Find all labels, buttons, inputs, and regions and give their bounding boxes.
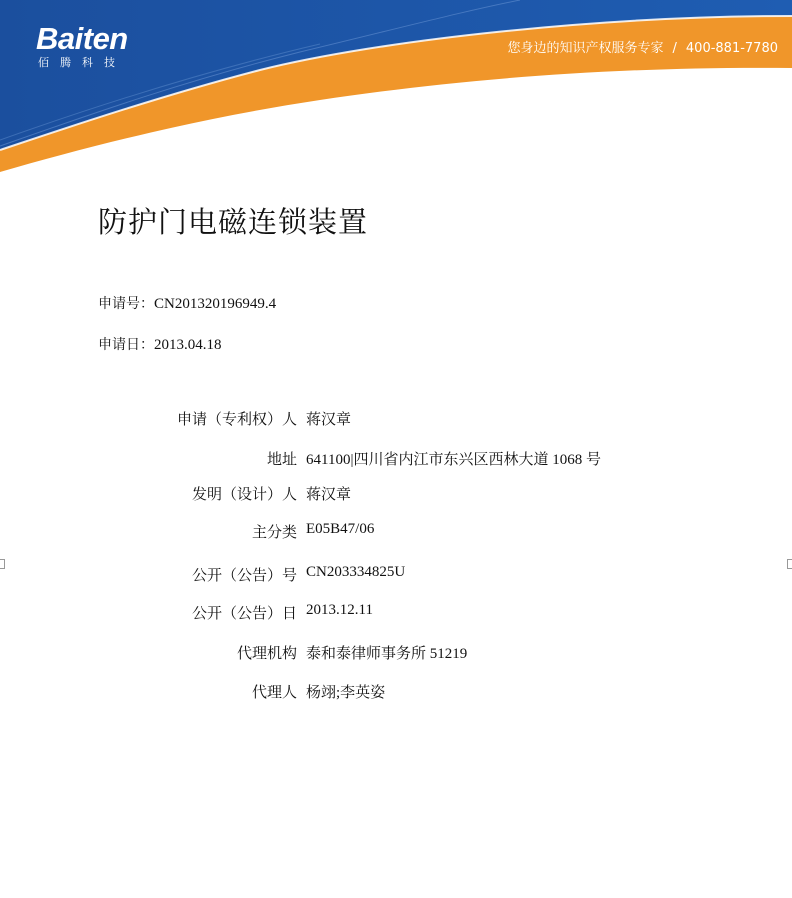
field-value: 蒋汉章 [306,487,352,503]
page-edge-mark-left [0,559,5,569]
field-label: 公开（公告）日 [191,604,297,622]
field-agent [0,681,792,703]
application-number-label: 申请号： [98,296,154,312]
field-label: 地址 [266,450,297,468]
application-date-value: 2013.04.18 [154,337,222,353]
field-value: 641100|四川省内江市东兴区西林大道 1068 号 [306,452,601,468]
field-address [0,448,792,470]
field-agency [0,642,792,664]
field-applicant [0,408,792,430]
field-label: 代理机构 [236,644,297,662]
field-value: E05B47/06 [306,521,375,537]
application-date-label: 申请日： [98,337,154,353]
field-value: 杨翊;李英姿 [306,685,386,701]
field-value: 泰和泰律师事务所 51219 [306,646,468,662]
field-value: 蒋汉章 [306,412,352,428]
logo-chinese-name: 佰腾科技 [38,56,126,69]
field-main-class [0,521,792,543]
application-date [98,334,222,354]
tagline-text: 您身边的知识产权服务专家 [507,41,664,56]
field-label: 主分类 [251,523,297,541]
baiten-logo [36,22,128,70]
field-inventor [0,483,792,505]
logo-wordmark: Baiten [36,21,128,56]
field-label: 申请（专利权）人 [176,410,297,428]
tagline-separator: / [672,41,677,56]
field-label: 发明（设计）人 [191,485,297,503]
hotline-number: 400-881-7780 [685,41,778,56]
field-publication-date [0,602,792,624]
field-publication-number [0,564,792,586]
field-label: 代理人 [251,683,297,701]
patent-title: 防护门电磁连锁装置 [98,205,369,239]
field-label: 公开（公告）号 [191,566,297,584]
application-number-value: CN201320196949.4 [154,296,277,312]
field-value: CN203334825U [306,564,406,580]
field-value: 2013.12.11 [306,602,373,618]
header-tagline [508,37,779,56]
application-number [98,293,276,313]
page-edge-mark-right [787,559,792,569]
